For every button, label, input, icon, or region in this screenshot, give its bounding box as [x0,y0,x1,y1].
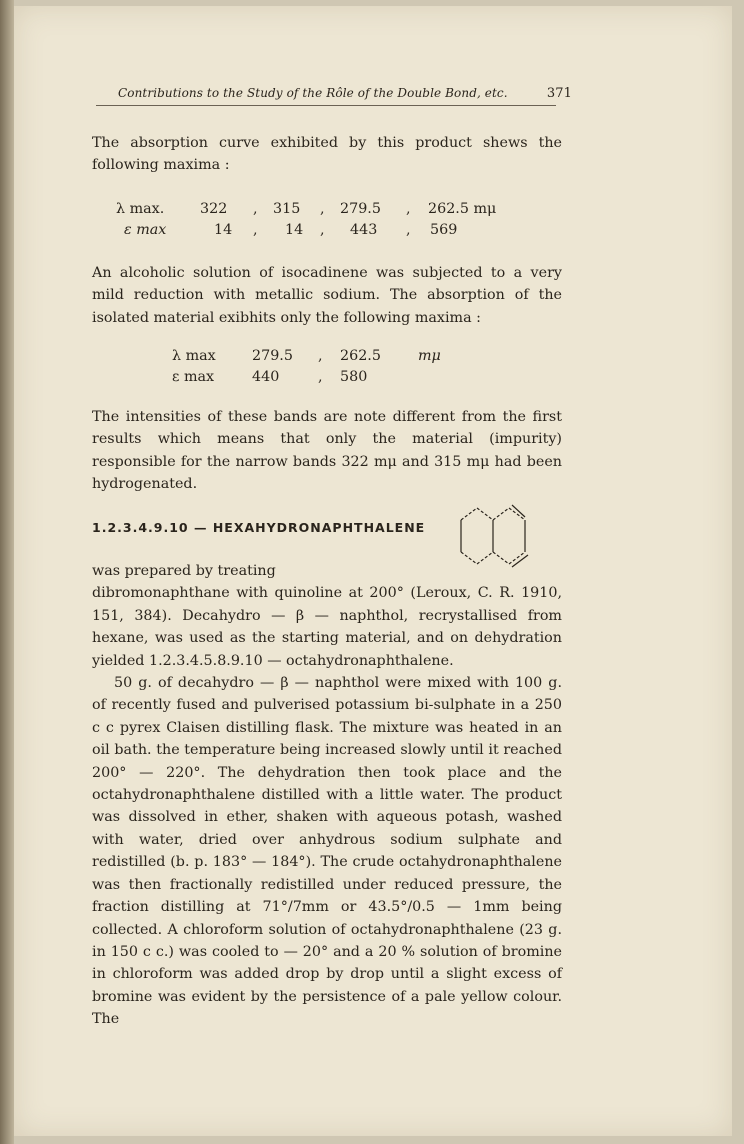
running-header [118,86,572,101]
table1-row2-sep3: , [406,222,411,238]
table2-row2-v2: 580 [340,369,368,385]
book-gutter [0,0,14,1144]
table1-row2-v1: 14 [214,222,233,238]
paragraph-2-text: An alcoholic solution of isocadinene was subjected to a very mild reduction with metallic sodium. The absorption of the isolated material exibhits only the following maxima : [92,265,562,326]
table1-row1-sep1: , [253,201,258,217]
table2-row1-v2: 262.5 [340,348,381,364]
running-title: Contributions to the Study of the Rôle of the Double Bond, etc. [118,86,508,100]
table1-row1-v1: 322 [200,201,228,217]
table1-row1-sep3: , [406,201,411,217]
table1-row2-sep2: , [320,222,325,238]
paragraph-3 [92,406,562,496]
section-heading: 1.2.3.4.9.10 — HEXAHYDRONAPHTHALENE [92,520,426,535]
paragraph-1 [92,132,562,177]
paragraph-4-text: dibromonaphthane with quinoline at 200° (Leroux, C. R. 1910, 151, 384). Decahydro — β — naphthol, recrystallised from hexane, was used as the starting material, and on dehydration yielded 1.2.3.4.5.8.9.10 — octahydronaphthalene. [92,585,562,669]
table1-row2-v4: 569 [430,222,458,238]
paragraph-4 [92,560,562,1031]
header-rule [96,105,556,106]
table1-row1-v3: 279.5 [340,201,381,217]
paragraph-1-text: The absorption curve exhibited by this product shews the following maxima : [92,135,562,174]
table1-row1-v2: 315 [273,201,301,217]
table1-row2-label: ε max [124,222,167,238]
table2-row2-sep1: , [318,369,323,385]
table2-row2-label: ε max [172,369,215,385]
table2-row1-v1: 279.5 [252,348,293,364]
paragraph-2 [92,262,562,329]
table2-row2-v1: 440 [252,369,280,385]
table1-row2-v3: 443 [350,222,378,238]
table2-row1-unit: mμ [418,348,441,364]
table1-row1-sep2: , [320,201,325,217]
table1-row2-v2: 14 [285,222,304,238]
paragraph-3-text: The intensities of these bands are note different from the first results which means that only the material (impurity) responsible for the narrow bands 322 mμ and 315 mμ had been hydrogenated. [92,409,562,493]
paragraph-5-text: 50 g. of decahydro — β — naphthol were mixed with 100 g. of recently fused and pulverised potassium bi-sulphate in a 250 c c pyrex Claisen distilling flask. The mixture was heated in an oil bath. the temperature being increased slowly until it reached 200° — 220°. The dehydration then took place and the octahydronaphthalene distilled with a little water. The product was dissolved in ether, shaken with aqueous potash, washed with water, dried over anhydrous sodium sulphate and redistilled (b. p. 183° — 184°). The crude octahydronaphthalene was then fractionally redistilled under reduced pressure, the fraction distilling at 71°/7mm or 43.5°/0.5 — 1mm being collected. A chloroform solution of octahydronaphthalene (23 g. in 150 c c.) was cooled to — 20° and a 20 % solution of bromine in chloroform was added drop by drop until a slight excess of bromine was evident by the persistence of a pale yellow colour. The [92,675,562,1028]
table2-row1-label: λ max [172,348,216,364]
table1-row1-label: λ max. [116,201,165,217]
table2-row1-sep1: , [318,348,323,364]
table1-row2-sep1: , [253,222,258,238]
page-number: 371 [546,86,572,101]
paragraph-4-first-line: was prepared by treating [92,563,276,579]
table1-row1-v4: 262.5 mμ [428,201,497,217]
